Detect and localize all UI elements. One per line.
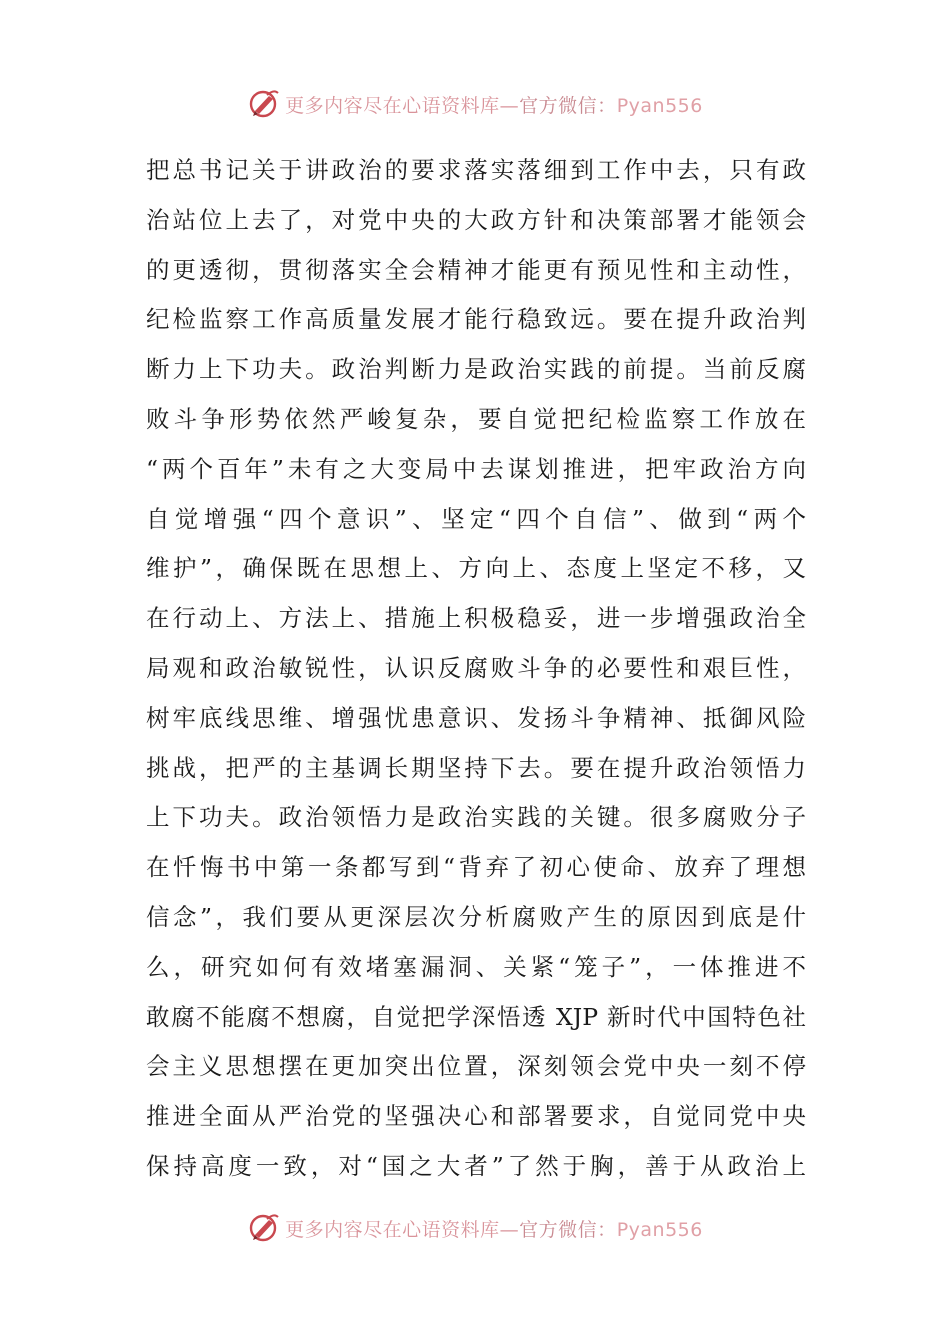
text-line: 么，研究如何有效堵塞漏洞、关紧“笼子”，一体推进不 <box>146 952 806 981</box>
text-line: 树牢底线思维、增强忧患意识、发扬斗争精神、抵御风险 <box>146 703 806 732</box>
footer-banner <box>0 1208 950 1248</box>
text-line: 推进全面从严治党的坚强决心和部署要求，自觉同党中央 <box>146 1102 806 1131</box>
text-line: 纪检监察工作高质量发展才能行稳致远。要在提升政治判 <box>146 305 806 334</box>
footer-text <box>285 1215 703 1242</box>
text-line: 败斗争形势依然严峻复杂，要自觉把纪检监察工作放在 <box>146 404 806 433</box>
text-line: 挑战，把严的主基调长期坚持下去。要在提升政治领悟力 <box>146 753 806 782</box>
header-banner <box>0 84 950 124</box>
text-line: 信念”，我们要从更深层次分析腐败产生的原因到底是什 <box>146 902 806 931</box>
text-line: 自觉增强“四个意识”、坚定“四个自信”、做到“两个 <box>146 504 806 533</box>
header-wechat-label: 官方微信： <box>519 94 617 117</box>
footer-wechat-id: Pyan556 <box>616 1218 703 1241</box>
text-line: “两个百年”未有之大变局中去谋划推进，把牢政治方向 <box>146 454 806 483</box>
pen-logo-icon <box>247 87 281 121</box>
text-line: 维护”，确保既在思想上、方向上、态度上坚定不移，又 <box>146 554 806 583</box>
text-line: 的更透彻，贯彻落实全会精神才能更有预见性和主动性， <box>146 255 806 284</box>
text-line: 会主义思想摆在更加突出位置，深刻领会党中央一刻不停 <box>146 1052 806 1081</box>
text-line: 在行动上、方法上、措施上积极稳妥，进一步增强政治全 <box>146 604 806 633</box>
text-line: 在忏悔书中第一条都写到“背弃了初心使命、放弃了理想 <box>146 853 806 882</box>
footer-slogan: 更多内容尽在心语资料库 <box>285 1218 500 1241</box>
footer-wechat-label: 官方微信： <box>519 1218 617 1241</box>
text-line: 局观和政治敏锐性，认识反腐败斗争的必要性和艰巨性， <box>146 653 806 682</box>
text-line: 把总书记关于讲政治的要求落实落细到工作中去，只有政 <box>146 156 806 184</box>
footer-dash: — <box>499 1218 520 1241</box>
text-line: 治站位上去了，对党中央的大政方针和决策部署才能领会 <box>146 205 806 234</box>
document-body <box>146 146 806 1192</box>
header-slogan: 更多内容尽在心语资料库 <box>285 94 500 117</box>
text-line: 保持高度一致，对“国之大者”了然于胸，善于从政治上 <box>146 1151 806 1180</box>
header-wechat-id: Pyan556 <box>616 94 703 117</box>
pen-logo-icon <box>247 1211 281 1245</box>
header-dash: — <box>499 94 520 117</box>
text-line: 上下功夫。政治领悟力是政治实践的关键。很多腐败分子 <box>146 803 806 832</box>
header-text <box>285 91 703 118</box>
text-line: 断力上下功夫。政治判断力是政治实践的前提。当前反腐 <box>146 355 806 384</box>
text-line: 敢腐不能腐不想腐，自觉把学深悟透 XJP 新时代中国特色社 <box>146 1002 806 1031</box>
